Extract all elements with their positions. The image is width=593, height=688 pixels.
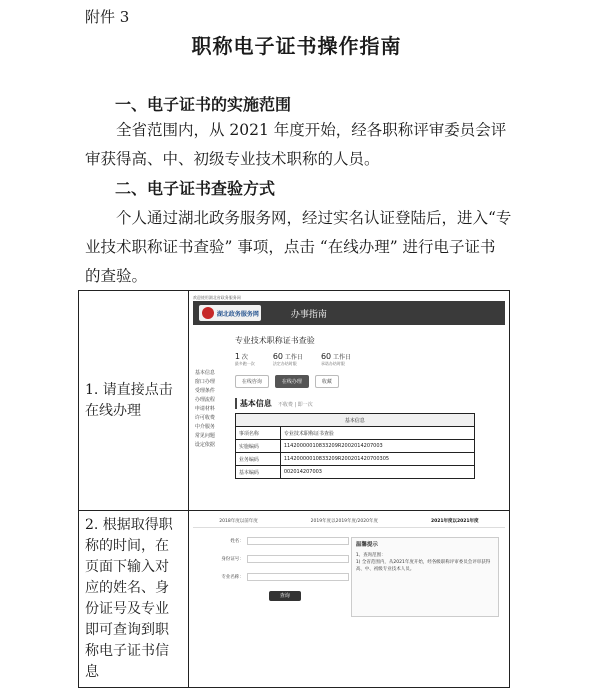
- table-header: 基本信息: [235, 414, 474, 427]
- section2-line2: 业技术职称证书查验” 事项，点击 “在线办理” 进行电子证书: [85, 238, 496, 256]
- side-item[interactable]: 受理条件: [194, 388, 215, 394]
- row-key: 基本编码: [235, 466, 280, 479]
- row-value: 11420000010833209R2002014207003: [280, 440, 474, 453]
- side-item[interactable]: 窗口办理: [194, 379, 215, 385]
- stat-unit: 工作日: [333, 354, 352, 361]
- idcard-input[interactable]: [247, 555, 349, 563]
- attachment-label: 附件 3: [85, 8, 130, 26]
- basic-info-tabs[interactable]: 不收费 | 即一次: [277, 402, 313, 408]
- name-label: 姓名：: [230, 539, 244, 544]
- table-row: [235, 427, 474, 440]
- name-input[interactable]: [247, 537, 349, 545]
- major-input[interactable]: [247, 573, 349, 581]
- query-form: [209, 537, 349, 601]
- service-header: [193, 301, 505, 325]
- form-row: [209, 573, 349, 581]
- table-row: [235, 466, 474, 479]
- tab-2021[interactable]: 2021年度以2021年度: [430, 519, 479, 524]
- stat-value: 1: [234, 352, 240, 361]
- stat-label: 法定办结时限: [272, 361, 297, 366]
- step1-screenshot: [188, 291, 509, 511]
- side-item[interactable]: 基本信息: [194, 370, 215, 376]
- side-item[interactable]: 申请材料: [194, 406, 215, 412]
- section1-heading: 一、电子证书的实施范围: [115, 95, 292, 114]
- basic-info-table: [235, 413, 475, 479]
- stat-unit: 次: [241, 354, 248, 361]
- section2-heading: 二、电子证书查验方式: [115, 179, 276, 198]
- section2-line3: 的查验。: [85, 267, 148, 285]
- table-header-row: [235, 414, 474, 427]
- form-row: [209, 537, 349, 545]
- nav-guide[interactable]: 办事指南: [290, 309, 327, 320]
- step-row: [79, 291, 510, 511]
- query-button[interactable]: 查询: [269, 591, 301, 601]
- row-key: 实施编码: [235, 440, 280, 453]
- section1-line1: 全省范围内，从 2021 年度开始，经各职称评审委员会评: [116, 121, 507, 139]
- section2-paragraph: [85, 204, 515, 291]
- guide-table: [78, 290, 510, 688]
- idcard-label: 身份证号：: [221, 557, 244, 562]
- service-topline: 欢迎使用湖北省政务服务网: [192, 295, 241, 300]
- item-stats: [235, 352, 505, 367]
- section1-paragraph: [85, 116, 515, 174]
- section1-line2: 审获得高、中、初级专业技术职称的人员。: [85, 150, 380, 168]
- side-nav: [195, 369, 233, 450]
- stat-label: 承诺办结时限: [320, 361, 345, 366]
- step1-text: 1. 请直接点击在线办理: [79, 291, 189, 511]
- major-label: 专业名称：: [221, 575, 244, 580]
- favorite-button[interactable]: 收藏: [315, 375, 339, 388]
- action-buttons: [235, 375, 505, 388]
- stat-value: 60: [320, 352, 332, 361]
- tab-pre-2018[interactable]: 2018年度以前年度: [219, 519, 258, 524]
- basic-info-title: [235, 398, 505, 409]
- tips-subtitle: 1、查询范围：: [355, 553, 386, 558]
- document-title: 职称电子证书操作指南: [191, 34, 402, 58]
- row-value: 11420000010833209R200201420700305: [280, 453, 474, 466]
- basic-info-label: 基本信息: [239, 399, 272, 408]
- stat-label: 最多跑一次: [234, 361, 255, 366]
- step-row: [79, 511, 510, 688]
- stat: [235, 352, 255, 367]
- stat-value: 60: [272, 352, 283, 361]
- row-key: 业务编码: [235, 453, 280, 466]
- service-page: [193, 295, 505, 506]
- tips-title: 温馨提示: [355, 542, 378, 548]
- item-name: 专业技术职称证书查验: [234, 336, 315, 345]
- side-item[interactable]: 设定依据: [194, 442, 215, 448]
- row-value: 002014207003: [280, 466, 474, 479]
- side-item[interactable]: 许可收费: [194, 415, 215, 421]
- side-item[interactable]: 中介服务: [194, 424, 215, 430]
- table-row: [235, 453, 474, 466]
- query-page: [193, 515, 505, 683]
- service-body: [235, 335, 505, 479]
- year-tabs: [193, 515, 505, 528]
- tips-panel: [351, 537, 499, 617]
- step2-text: 2. 根据取得职称的时间，在页面下输入对应的姓名、身份证号及专业即可查询到职称电子证书信息: [79, 511, 189, 688]
- table-row: [235, 440, 474, 453]
- form-row: [209, 555, 349, 563]
- row-key: 事项名称: [235, 427, 280, 440]
- consult-button[interactable]: 在线咨询: [235, 375, 269, 388]
- tab-2019-2020[interactable]: 2019年度以2019年度/2020年度: [310, 519, 379, 524]
- row-value: 专业技术职称证书查验: [280, 427, 474, 440]
- stat-unit: 工作日: [284, 354, 303, 361]
- stat: [273, 352, 303, 367]
- side-item[interactable]: 办理流程: [194, 397, 215, 403]
- section2-line1: 个人通过湖北政务服务网，经过实名认证登陆后，进入“专: [116, 209, 512, 227]
- logo-text: 湖北政务服务网: [216, 310, 259, 318]
- stat: [321, 352, 351, 367]
- hubei-logo[interactable]: [199, 305, 261, 321]
- tips-body: 1) 全省范围内，从2021年度开始，经各级职称评审委员会评审获得高、中、初级专业技术人员。: [355, 560, 491, 572]
- side-item[interactable]: 常见问题: [194, 433, 215, 439]
- step2-screenshot: [188, 511, 509, 688]
- online-handle-button[interactable]: 在线办理: [275, 375, 309, 388]
- emblem-icon: [202, 307, 214, 319]
